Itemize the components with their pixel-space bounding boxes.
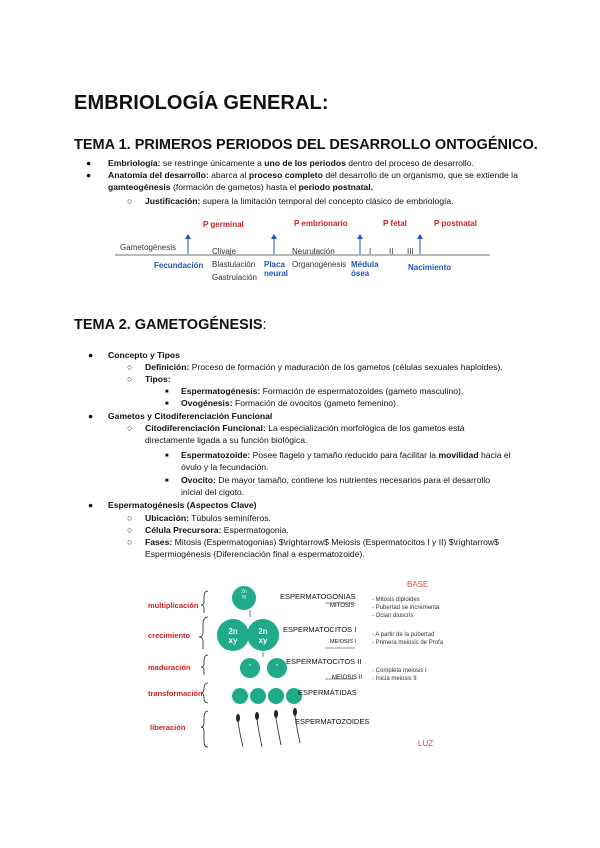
bullet-icon: ●	[88, 350, 94, 360]
tema2-celula: Célula Precursora: Espermatogonia.	[145, 525, 289, 535]
label-crecimiento: crecimiento	[148, 631, 191, 640]
bullet-icon: ●	[86, 170, 92, 180]
page-title: EMBRIOLOGÍA GENERAL:	[74, 92, 329, 114]
cell-espermatocito-2b	[267, 658, 287, 678]
label-liberacion: liberación	[150, 723, 186, 732]
sperm-head-1	[236, 714, 240, 722]
label-neurulacion: Neurulación	[292, 247, 335, 256]
label-roman-3: III	[407, 247, 414, 256]
label-fecundacion: Fecundación	[154, 261, 204, 270]
bullet-icon: ●	[86, 158, 92, 168]
notes-espermatogonias: - Mitosis diploides - Pubertad se incrementa - Ocian diuscris	[372, 597, 440, 619]
cell-espermatocito-2a	[240, 658, 260, 678]
circle-bullet-icon: ○	[127, 525, 133, 535]
label-p-germinal: P germinal	[203, 220, 244, 229]
brace-liberacion	[201, 711, 208, 747]
cell-espermatida-2	[250, 688, 266, 704]
tema2-ovogenesis: Ovogénesis: Formación de ovocitos (gameto femenino).	[181, 398, 399, 408]
label-multiplicacion: multiplicación	[148, 601, 199, 610]
brace-crecimiento	[199, 617, 208, 649]
brace-maduracion	[201, 655, 208, 675]
tema1-heading: TEMA 1. PRIMEROS PERIODOS DEL DESARROLLO ONTOGÉNICO.	[74, 137, 538, 153]
label-espermatidas: ESPERMÁTIDAS	[298, 688, 357, 697]
sperm-tail-1	[238, 722, 243, 747]
tema2-gametos: Gametos y Citodiferenciación Funcional	[108, 411, 273, 421]
tema2-concepto: Concepto y Tipos	[108, 350, 180, 360]
circle-bullet-icon: ○	[127, 423, 133, 433]
tema1-bullet-anatomia: Anatomía del desarrollo: abarca al proceso completo del desarrollo de un organismo, que se extiende la gamteogénesis (formación de gametos) hasta el periodo postnatal.	[108, 170, 518, 192]
label-p-embrionario: P embrionario	[294, 219, 348, 228]
label-meiosis-1: MEIOSIS I	[330, 639, 356, 645]
label-espermatogonias: ESPERMATOGONIAS	[280, 592, 356, 601]
square-bullet-icon: ■	[165, 478, 169, 484]
label-base: BASE	[407, 580, 429, 589]
tema2-definicion: Definición: Proceso de formación y maduración de los gametos (células sexuales haploides).	[145, 362, 503, 372]
sperm-tail-3	[276, 718, 281, 745]
label-espermatocitos-2: ESPERMATOCITOS II	[286, 657, 362, 666]
label-roman-2: II	[389, 247, 394, 256]
tema2-espermatozoide: Espermatozoide: Posee flagelo y tamaño reducido para facilitar la movilidad hacia el óvulo y la fecundación.	[181, 450, 511, 472]
tema1-bullet-embriologia: Embriología: se restringe únicamente a uno de los periodos dentro del proceso de desarrollo.	[108, 158, 474, 168]
cell-label-espermatocito-1a: 2n xy	[228, 627, 238, 645]
arrow-head	[271, 234, 277, 239]
label-medula-osea: Médula ósea	[351, 260, 379, 278]
circle-bullet-icon: ○	[127, 513, 133, 523]
sperm-tail-2	[257, 720, 262, 747]
arrow-head	[185, 234, 191, 239]
arrow-head	[417, 234, 423, 239]
tema2-fases: Fases: Mitosis (Espermatogonias) $\rightarrow$ Meiosis (Espermatocitos I y II) $\rightarrow$ Espermiogénesis (Diferenciación final a espermatozoide).	[145, 537, 499, 559]
label-nacimiento: Nacimiento	[408, 263, 452, 272]
tema2-ubicacion: Ubicación: Túbulos seminíferos.	[145, 513, 271, 523]
label-p-postnatal: P postnatal	[434, 219, 477, 228]
notes-espermatocitos-1: - A partir de la pubertad - Primera meiosis de Profa	[372, 632, 444, 646]
notes-espermatocitos-2: - Completa meiosis I - Inicia meiosis II	[372, 668, 427, 682]
tema2-ovocito: Ovocito: De mayor tamaño, contiene los nutrientes necesarios para el desarrollo inicial del cigoto.	[181, 475, 491, 497]
circle-bullet-icon: ○	[127, 374, 133, 384]
label-meiosis-2: MEIOSIS II	[332, 675, 363, 681]
sperm-head-2	[255, 712, 259, 720]
bullet-icon: ●	[88, 500, 94, 510]
brace-multiplicacion	[201, 591, 208, 613]
label-gametogenesis: Gametogénesis	[120, 243, 177, 252]
square-bullet-icon: ■	[165, 401, 169, 407]
cell-label-espermatocito-2b: n	[275, 662, 279, 667]
tema2-heading: TEMA 2. GAMETOGÉNESIS:	[74, 317, 267, 333]
label-placa-neural: Placa neural	[264, 260, 289, 278]
cell-espermatida-1	[232, 688, 248, 704]
tema2-espermatogenesis: Espermatogénesis: Formación de espermatozoides (gameto masculino).	[181, 386, 464, 396]
cell-espermatida-3	[268, 688, 284, 704]
bullet-icon: ●	[88, 411, 94, 421]
cell-label-espermatogonia: 2n xy	[241, 589, 247, 600]
label-p-fetal: P fetal	[383, 219, 407, 228]
cell-label-espermatocito-1b: 2n xy	[258, 627, 268, 645]
circle-bullet-icon: ○	[127, 196, 133, 206]
tema1-sub-justificacion: Justificación: supera la limitación temporal del concepto clásico de embriología.	[145, 196, 454, 206]
square-bullet-icon: ■	[165, 389, 169, 395]
label-mitosis: MITOSIS	[330, 603, 355, 609]
label-blastulacion: Blastulación	[212, 260, 256, 269]
tema2-tipos: Tipos:	[145, 374, 171, 384]
cell-label-espermatocito-2a: n	[248, 662, 252, 667]
tema2-aspectos: Espermatogénesis (Aspectos Clave)	[108, 500, 257, 510]
label-espermatocitos-1: ESPERMATOCITOS I	[283, 625, 357, 634]
label-roman-1: I	[369, 247, 372, 256]
label-clivaje: Clivaje	[212, 247, 237, 256]
sperm-head-3	[274, 710, 278, 718]
label-luz: LUZ	[418, 739, 434, 748]
sperm-head-4	[293, 708, 297, 716]
circle-bullet-icon: ○	[127, 537, 133, 547]
label-maduracion: maduración	[148, 663, 191, 672]
circle-bullet-icon: ○	[127, 362, 133, 372]
label-espermatozoides: ESPERMATOZOIDES	[295, 717, 370, 726]
label-transformacion: transformación	[148, 689, 203, 698]
label-organogenesis: Organogénesis	[292, 260, 347, 269]
tema2-citodiferenciacion: Citodiferenciación Funcional: La especialización morfológica de los gametos está directamente ligada a su función biológica.	[145, 423, 465, 445]
arrow-head	[357, 234, 363, 239]
square-bullet-icon: ■	[165, 453, 169, 459]
label-gastrulacion: Gastrulación	[212, 273, 257, 282]
